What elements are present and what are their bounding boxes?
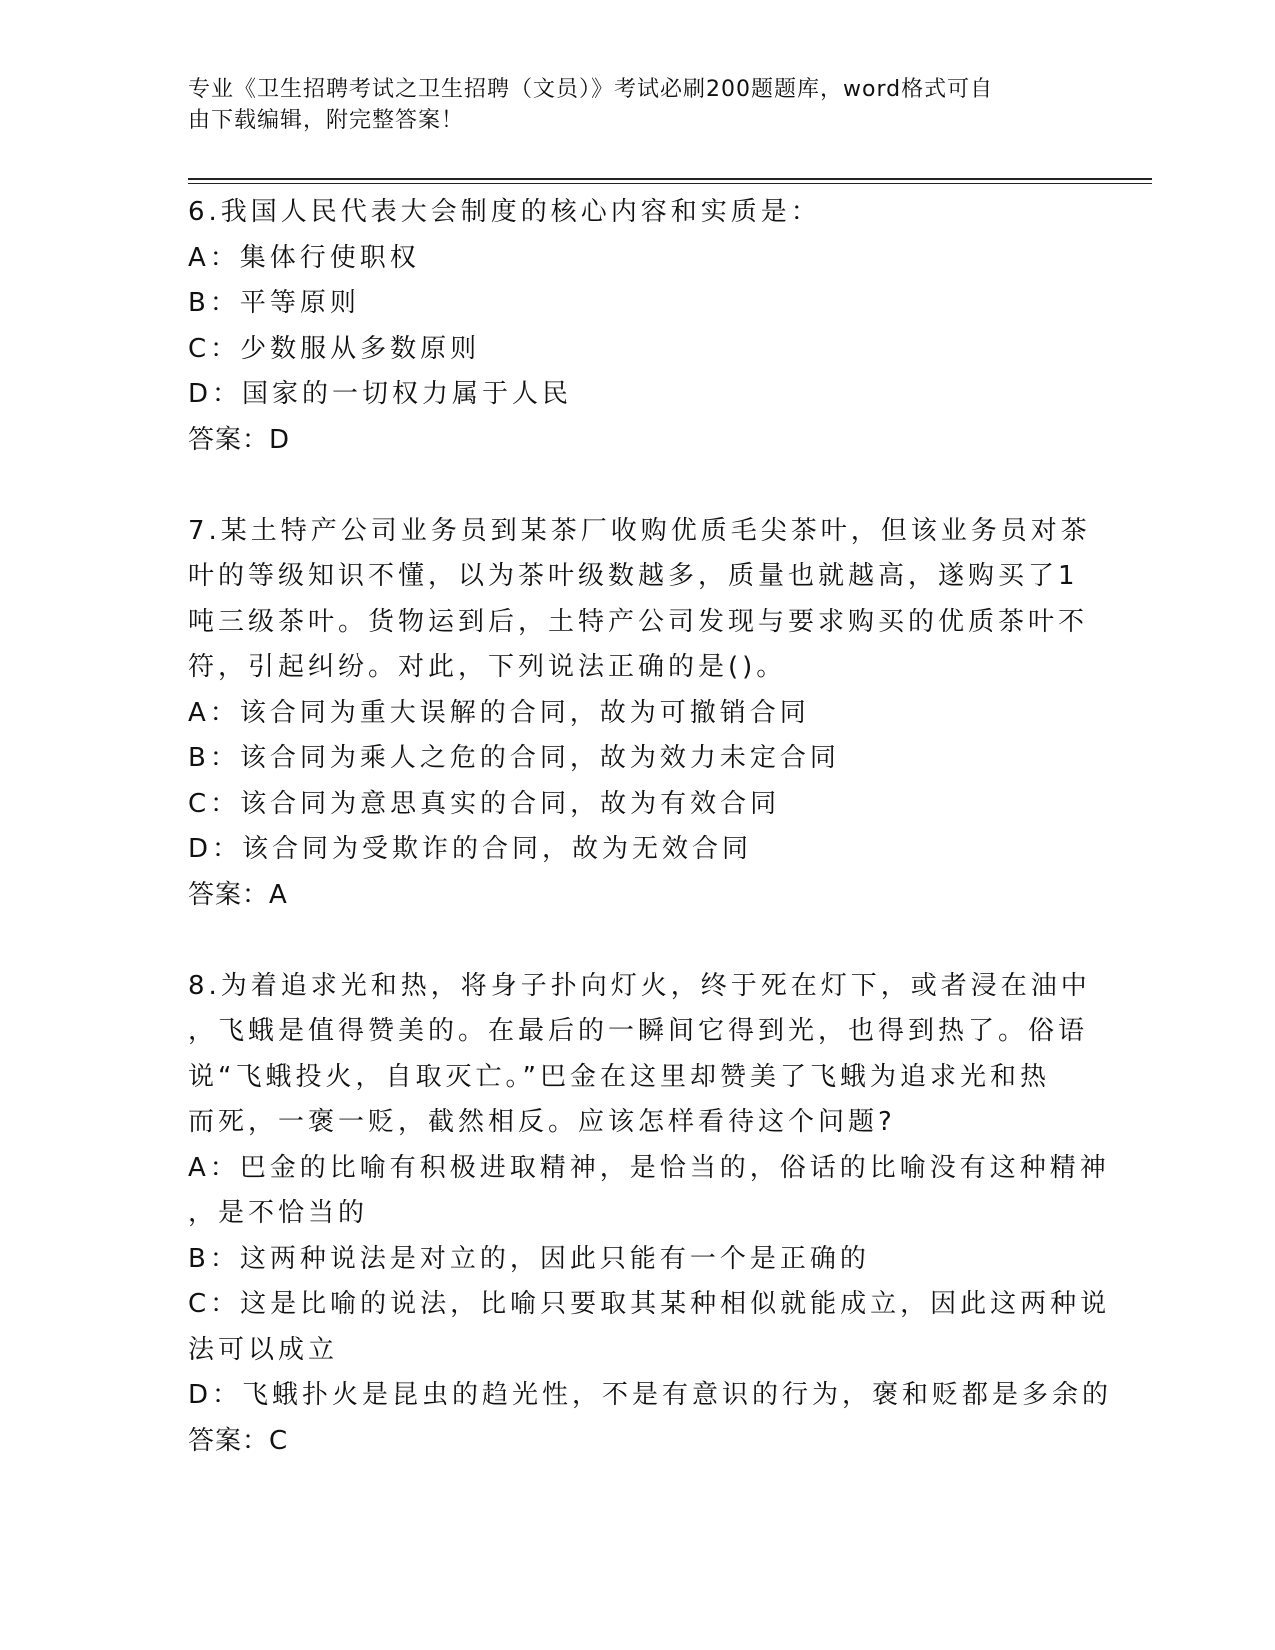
- question-8-stem-line-2: ，飞蛾是值得赞美的。在最后的一瞬间它得到光，也得到热了。俗语: [188, 1016, 1089, 1046]
- document-header: [188, 74, 1068, 136]
- header-line-2: 由下载编辑，附完整答案！: [188, 108, 465, 133]
- question-6-option-c: C：少数服从多数原则: [188, 333, 481, 364]
- question-8-stem-line-1: 8.为着追求光和热，将身子扑向灯火，终于死在灯下，或者浸在油中: [188, 970, 1091, 1001]
- spacer: [188, 918, 1088, 964]
- question-8-answer: 答案：C: [188, 1425, 289, 1456]
- header-divider-thick: [188, 178, 1152, 180]
- question-7-option-b: B：该合同为乘人之危的合同，故为效力未定合同: [188, 743, 840, 773]
- header-line-1: 专业《卫生招聘考试之卫生招聘（文员）》考试必刷200题题库，word格式可自: [188, 77, 994, 102]
- question-8-option-a-line-2: ，是不恰当的: [188, 1198, 369, 1228]
- spacer: [188, 463, 1088, 509]
- question-7-stem-line-4: 符，引起纠纷。对此，下列说法正确的是()。: [188, 652, 787, 682]
- questions-body: [188, 190, 1113, 1464]
- question-7-option-d: D：该合同为受欺诈的合同，故为无效合同: [188, 834, 753, 864]
- question-8-option-c-line-2: 法可以成立: [188, 1334, 339, 1365]
- question-7: [188, 509, 1091, 919]
- question-8-stem-line-3: 说“飞蛾投火，自取灭亡。”巴金在这里却赞美了飞蛾为追求光和热: [188, 1061, 1050, 1092]
- question-6-stem-line-1: 6.我国人民代表大会制度的核心内容和实质是：: [188, 197, 821, 227]
- question-7-option-a: A：该合同为重大误解的合同，故为可撤销合同: [188, 697, 810, 728]
- question-8-option-a-line-1: A：巴金的比喻有积极进取精神，是恰当的，俗话的比喻没有这种精神: [188, 1152, 1110, 1183]
- question-8-stem-line-4: 而死，一褒一贬，截然相反。应该怎样看待这个问题?: [188, 1107, 896, 1137]
- question-6-option-b: B：平等原则: [188, 288, 360, 318]
- question-8-option-d: D：飞蛾扑火是昆虫的趋光性，不是有意识的行为，褒和贬都是多余的: [188, 1380, 1113, 1410]
- question-7-answer: 答案：A: [188, 879, 288, 910]
- question-8-option-c-line-1: C：这是比喻的说法，比喻只要取其某种相似就能成立，因此这两种说: [188, 1289, 1111, 1319]
- question-6-option-d: D：国家的一切权力属于人民: [188, 379, 573, 409]
- question-6-answer: 答案：D: [188, 424, 291, 455]
- question-8: [188, 964, 1113, 1465]
- question-8-option-b: B：这两种说法是对立的，因此只能有一个是正确的: [188, 1243, 870, 1274]
- header-divider-thin: [188, 183, 1152, 184]
- question-7-stem-line-3: 吨三级茶叶。货物运到后，土特产公司发现与要求购买的优质茶叶不: [188, 606, 1089, 637]
- question-6: [188, 190, 1088, 463]
- question-6-option-a: A：集体行使职权: [188, 242, 420, 273]
- question-7-stem-line-2: 叶的等级知识不懂，以为茶叶级数越多，质量也就越高，遂购买了1: [188, 561, 1079, 591]
- question-7-option-c: C：该合同为意思真实的合同，故为有效合同: [188, 788, 781, 819]
- question-7-stem-line-1: 7.某土特产公司业务员到某茶厂收购优质毛尖茶叶，但该业务员对茶: [188, 515, 1091, 546]
